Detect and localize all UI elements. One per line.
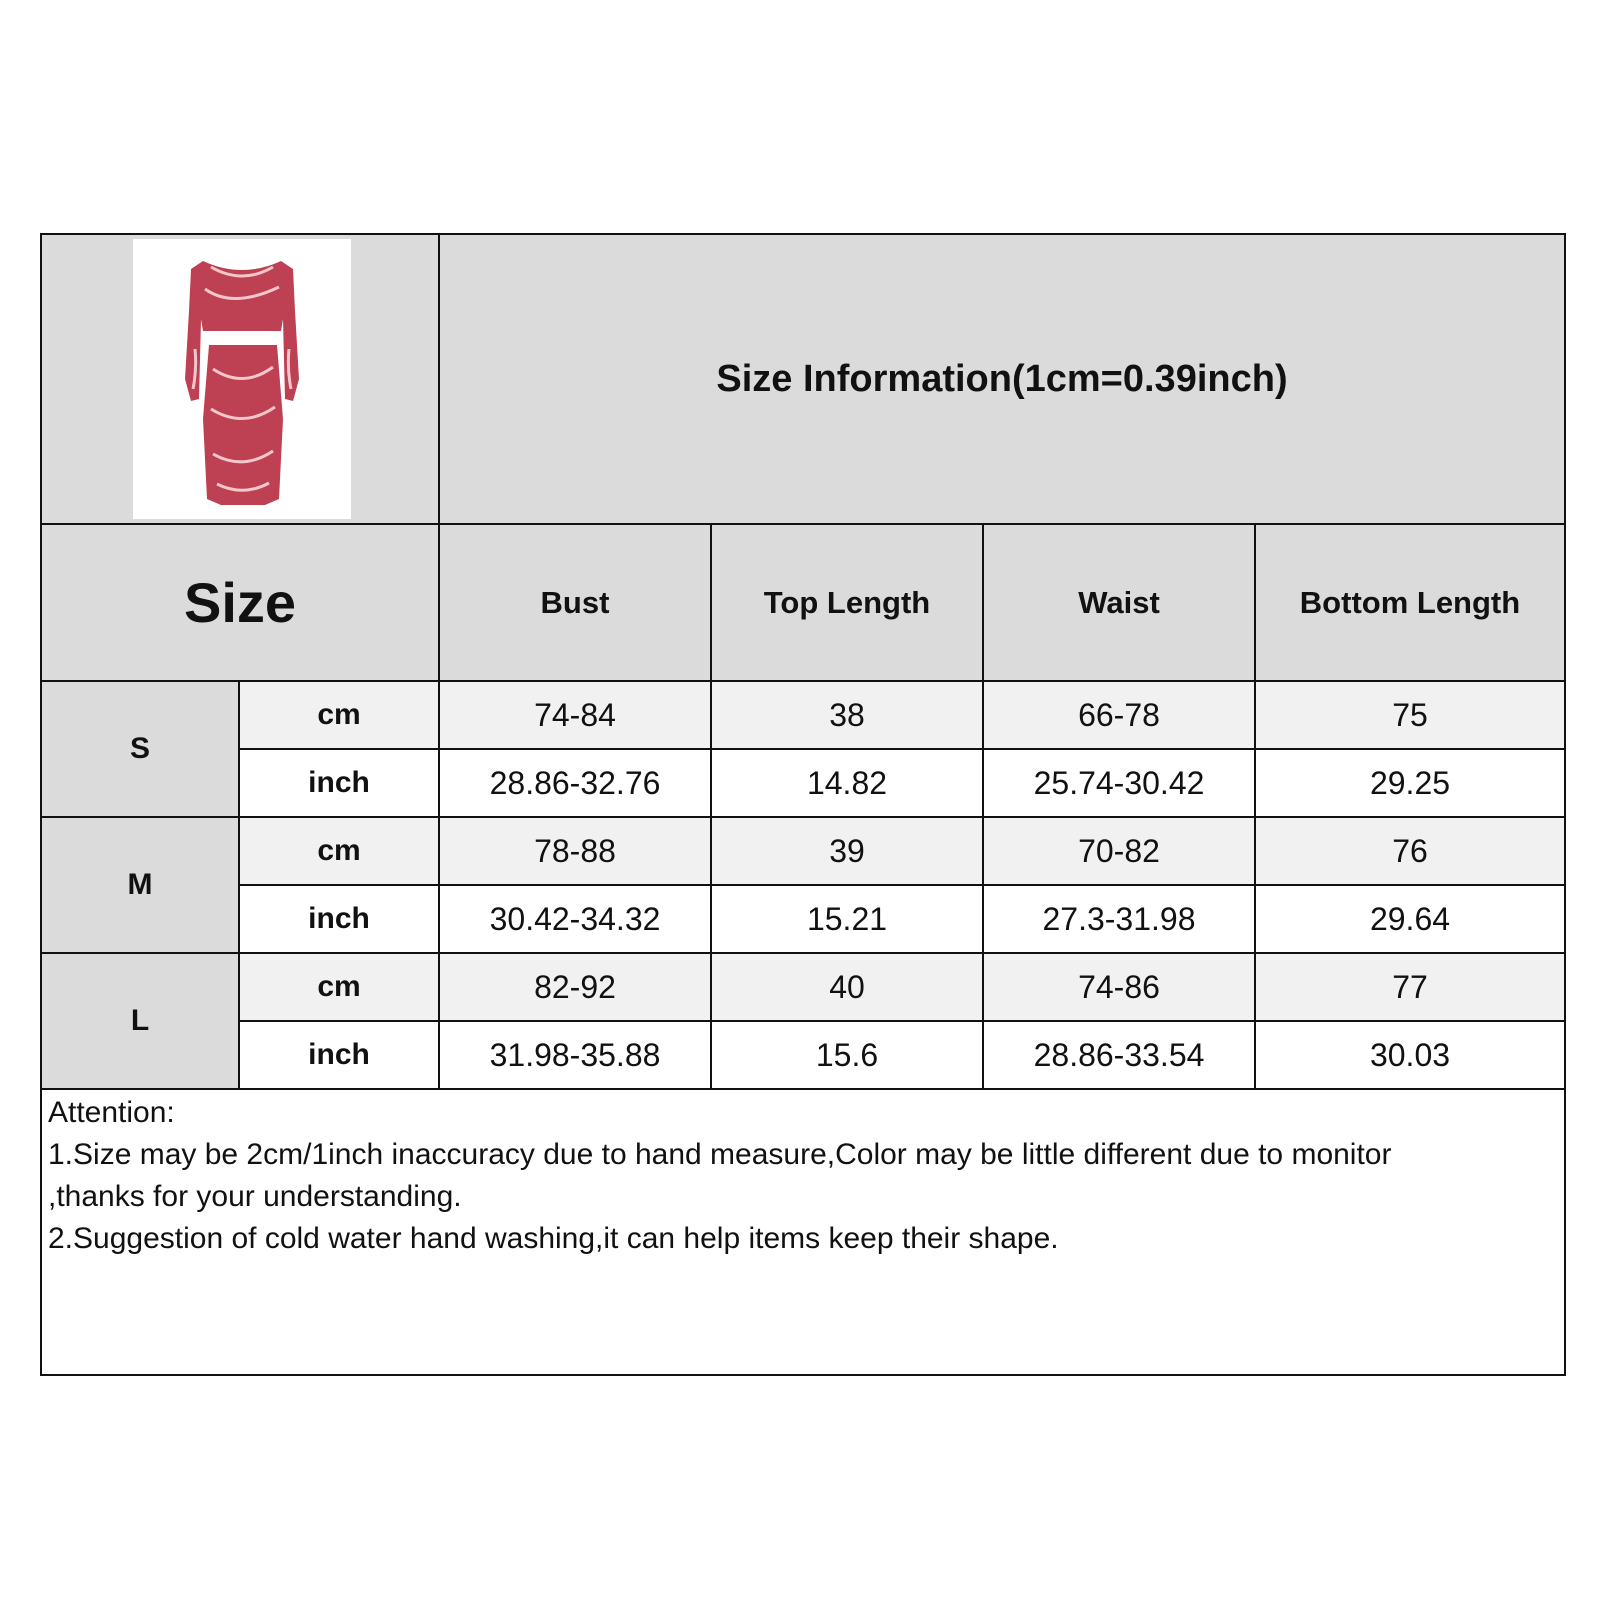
lace-dress-icon: [133, 239, 351, 519]
attention-notes: [48, 1092, 1548, 1260]
table-cell: 39: [712, 818, 982, 884]
col-header-bottom-length: Bottom Length: [1256, 525, 1564, 680]
divider: [42, 816, 1564, 818]
unit-label-inch: inch: [240, 1022, 438, 1088]
table-cell: 27.3-31.98: [984, 886, 1254, 952]
table-cell: 78-88: [440, 818, 710, 884]
table-cell: 15.6: [712, 1022, 982, 1088]
size-label-s: S: [42, 682, 238, 816]
attention-line-1: 1.Size may be 2cm/1inch inaccuracy due to hand measure,Color may be little different due to monitor: [48, 1138, 1392, 1171]
unit-label-inch: inch: [240, 886, 438, 952]
attention-line-3: 2.Suggestion of cold water hand washing,it can help items keep their shape.: [48, 1222, 1059, 1255]
table-cell: 14.82: [712, 750, 982, 816]
table-cell: 31.98-35.88: [440, 1022, 710, 1088]
table-cell: 66-78: [984, 682, 1254, 748]
table-cell: 82-92: [440, 954, 710, 1020]
col-header-top-length: Top Length: [712, 525, 982, 680]
table-cell: 28.86-33.54: [984, 1022, 1254, 1088]
unit-label-cm: cm: [240, 682, 438, 748]
table-cell: 76: [1256, 818, 1564, 884]
product-image-cell: [42, 235, 438, 523]
divider: [42, 523, 1564, 525]
chart-title: Size Information(1cm=0.39inch): [440, 235, 1564, 523]
attention-line-2: ,thanks for your understanding.: [48, 1180, 462, 1213]
unit-label-cm: cm: [240, 954, 438, 1020]
table-cell: 28.86-32.76: [440, 750, 710, 816]
table-cell: 40: [712, 954, 982, 1020]
divider: [42, 952, 1564, 954]
table-cell: 29.25: [1256, 750, 1564, 816]
table-cell: 30.42-34.32: [440, 886, 710, 952]
table-cell: 15.21: [712, 886, 982, 952]
divider: [238, 680, 240, 1090]
table-cell: 77: [1256, 954, 1564, 1020]
table-cell: 74-84: [440, 682, 710, 748]
table-cell: 25.74-30.42: [984, 750, 1254, 816]
divider: [1254, 523, 1256, 1090]
size-label-m: M: [42, 818, 238, 952]
col-header-waist: Waist: [984, 525, 1254, 680]
size-chart-table: [40, 233, 1566, 1376]
attention-heading: Attention:: [48, 1096, 175, 1129]
size-header: Size: [42, 525, 438, 680]
table-cell: 75: [1256, 682, 1564, 748]
product-image: [133, 239, 351, 519]
divider: [42, 680, 1564, 682]
table-cell: 74-86: [984, 954, 1254, 1020]
divider: [42, 1088, 1564, 1090]
table-cell: 29.64: [1256, 886, 1564, 952]
divider: [982, 523, 984, 1090]
table-cell: 30.03: [1256, 1022, 1564, 1088]
divider: [438, 235, 440, 1090]
col-header-bust: Bust: [440, 525, 710, 680]
table-cell: 70-82: [984, 818, 1254, 884]
unit-label-cm: cm: [240, 818, 438, 884]
table-cell: 38: [712, 682, 982, 748]
divider: [710, 523, 712, 1090]
size-label-l: L: [42, 954, 238, 1088]
unit-label-inch: inch: [240, 750, 438, 816]
